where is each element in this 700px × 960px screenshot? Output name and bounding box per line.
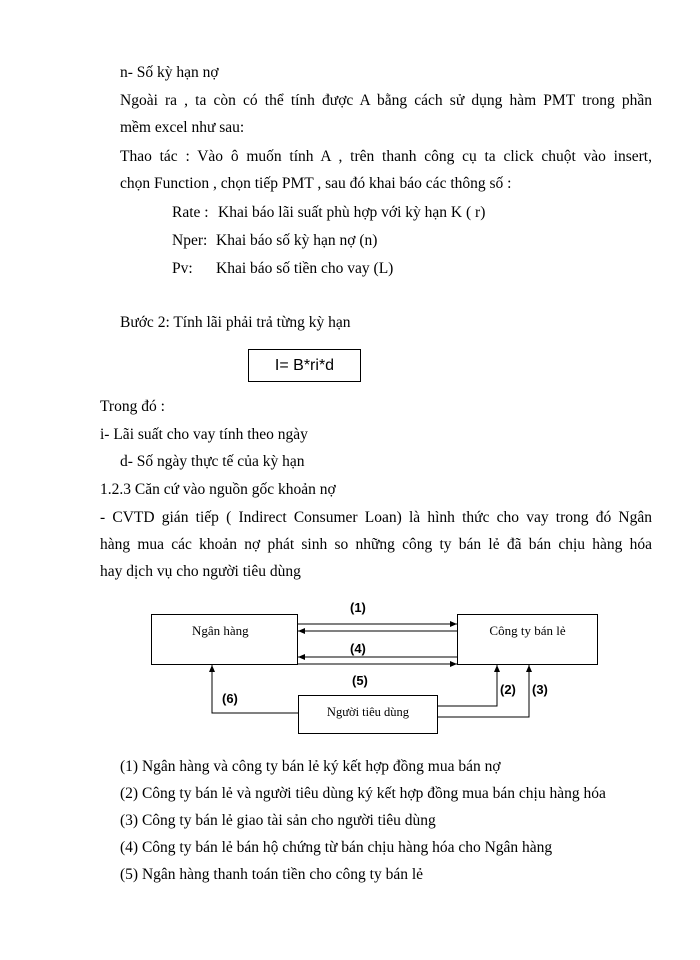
param-nper-text: Khai báo số kỳ hạn nợ (n) xyxy=(216,232,378,249)
legend-item-3: (3) Công ty bán lẻ giao tài sản cho người tiêu dùng xyxy=(120,812,436,829)
param-rate-text: Khai báo lãi suất phù hợp với kỳ hạn K ( r) xyxy=(218,204,486,221)
label-step-4: (4) xyxy=(350,641,366,656)
label-step-2: (2) xyxy=(500,682,516,697)
paragraph-pmt-line-1: Ngoài ra , ta còn có thể tính được A bằng cách sử dụng hàm PMT trong phần xyxy=(120,92,652,109)
legend-item-5: (5) Ngân hàng thanh toán tiền cho công ty bán lẻ xyxy=(120,866,424,883)
arrow-2-up xyxy=(438,665,497,706)
where-label: Trong đó : xyxy=(100,398,165,415)
paragraph-pmt-line-2: mềm excel như sau: xyxy=(120,119,245,136)
paragraph-cvtd-line-1: - CVTD gián tiếp ( Indirect Consumer Loan) là hình thức cho vay trong đó Ngân xyxy=(100,509,652,526)
consumer-box xyxy=(298,695,438,734)
paragraph-steps-line-2: chọn Function , chọn tiếp PMT , sau đó khai báo các thông số : xyxy=(120,175,512,192)
label-step-3: (3) xyxy=(532,682,548,697)
section-heading-1-2-3: 1.2.3 Căn cứ vào nguồn gốc khoản nợ xyxy=(100,481,336,498)
bank-box xyxy=(151,614,298,665)
legend-item-1: (1) Ngân hàng và công ty bán lẻ ký kết hợp đồng mua bán nợ xyxy=(120,758,501,775)
consumer-label: Người tiêu dùng xyxy=(326,705,410,719)
retailer-box xyxy=(457,614,598,665)
def-i: i- Lãi suất cho vay tính theo ngày xyxy=(100,426,308,443)
legend-item-4: (4) Công ty bán lẻ bán hộ chứng từ bán chịu hàng hóa cho Ngân hàng xyxy=(120,839,553,856)
param-pv-label: Pv: xyxy=(172,260,193,277)
paragraph-steps-line-1: Thao tác : Vào ô muốn tính A , trên thanh công cụ ta click chuột vào insert, xyxy=(120,148,652,165)
param-rate-label: Rate : xyxy=(172,204,209,221)
param-pv-text: Khai báo số tiền cho vay (L) xyxy=(216,260,394,277)
label-step-6: (6) xyxy=(222,691,238,706)
step-2-heading: Bước 2: Tính lãi phải trả từng kỳ hạn xyxy=(120,314,351,331)
bank-label: Ngân hàng xyxy=(192,623,249,638)
label-step-1: (1) xyxy=(350,600,366,615)
param-nper-label: Nper: xyxy=(172,232,208,249)
label-step-5: (5) xyxy=(352,673,368,688)
paragraph-cvtd-line-2: hàng mua các khoản nợ phát sinh so những công ty bán lẻ đã bán chịu hàng hóa xyxy=(100,536,652,553)
def-d: d- Số ngày thực tế của kỳ hạn xyxy=(120,453,305,470)
formula-box: I= B*ri*d xyxy=(248,349,361,382)
retailer-label: Công ty bán lẻ xyxy=(489,623,566,638)
paragraph-cvtd-line-3: hay dịch vụ cho người tiêu dùng xyxy=(100,563,301,580)
legend-item-2: (2) Công ty bán lẻ và người tiêu dùng ký kết hợp đồng mua bán chịu hàng hóa xyxy=(120,785,606,802)
text-line-n: n- Số kỳ hạn nợ xyxy=(120,64,219,81)
